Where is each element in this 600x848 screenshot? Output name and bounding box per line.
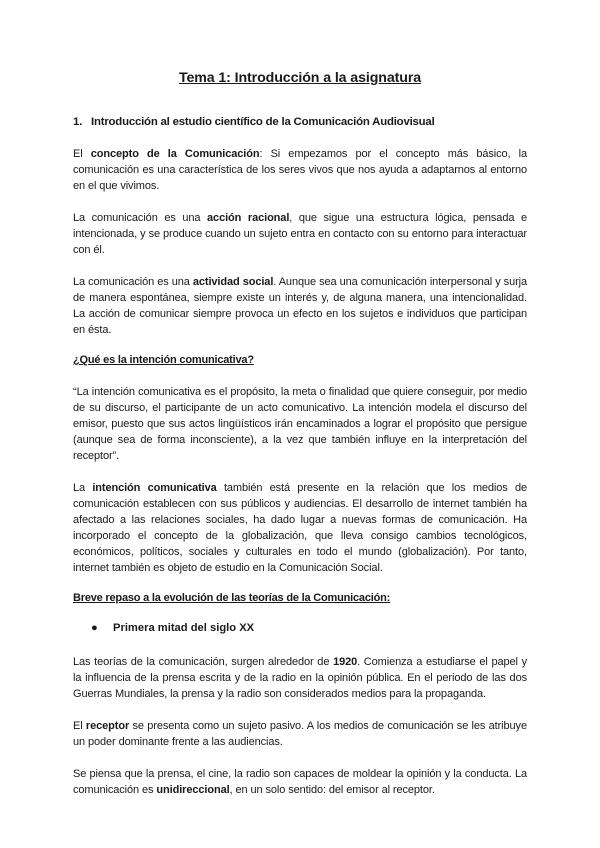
page-title: Tema 1: Introducción a la asignatura: [178, 70, 422, 86]
paragraph-actividad-social: [73, 274, 527, 338]
text: también está presente en la relación que los medios de comunicación establecen con sus públicos y audiencias. El desarrollo de internet también ha afectado a las relaciones sociales, ha dado lugar a nuevas formas de comunicación. Ha incorporado el concepto de la globalización, que lleva consigo cambios tecnológicos, económicos, políticos, sociales y culturales en todo el mundo (globalización). Por tanto, internet también es objeto de estudio en la Comunicación Social.: [73, 482, 527, 574]
paragraph-concepto: [73, 146, 527, 194]
subheading-intencion: ¿Qué es la intención comunicativa?: [73, 354, 254, 366]
bold-term: receptor: [85, 720, 130, 732]
bold-term: concepto de la Comunicación: [90, 148, 260, 160]
paragraph-receptor: [73, 718, 527, 750]
text: Se piensa que la prensa, el cine, la radio son capaces de moldear la opinión y la conducta. La comunicación es: [73, 768, 527, 796]
document-page: [73, 70, 527, 814]
text: . Comienza a estudiarse el papel y la influencia de la prensa escrita y de la radio en la opinión pública. En el periodo de las dos Guerras Mundiales, la prensa y la radio son considerados medios para la propaganda.: [73, 656, 527, 700]
text: El: [73, 720, 86, 732]
paragraph-quote: “La intención comunicativa es el propósito, la meta o finalidad que quiere conseguir, por medio de su discurso, el participante de un acto comunicativo. La intención modela el discurso del emisor, puesto que sus actos lingüísticos irán encaminados a lograr el propósito que persigue (aunque sea de forma inconsciente), a la vez que también influye en la interpretación del receptor”.: [73, 386, 527, 462]
text: se presenta como un sujeto pasivo. A los medios de comunicación se les atribuye un poder dominante frente a las audiencias.: [73, 720, 527, 748]
text: Las teorías de la comunicación, surgen alrededor de: [73, 656, 334, 668]
paragraph-intencion-comunicativa: [73, 480, 527, 576]
text: , en un solo sentido: del emisor al receptor.: [229, 784, 435, 796]
text: : Si empezamos por el concepto más básico, la comunicación es una característica de los seres vivos que nos ayuda a adaptarnos al entorno en el que vivimos.: [73, 148, 527, 192]
bold-term: intención comunicativa: [92, 482, 217, 494]
text: , que sigue una estructura lógica, pensada e intencionada, y se produce cuando un sujeto entra en contacto con su entorno para interactuar con él.: [73, 212, 527, 256]
text: La comunicación es una: [73, 276, 193, 288]
subheading-evolucion: Breve repaso a la evolución de las teorías de la Comunicación:: [73, 592, 391, 604]
paragraph-unidireccional: [73, 766, 527, 798]
bold-term: acción racional: [207, 212, 290, 224]
text: La: [73, 482, 93, 494]
paragraph-teorias: [73, 654, 527, 702]
bold-term: 1920: [333, 656, 358, 668]
bullet-text: Primera mitad del siglo XX: [113, 622, 255, 634]
bullet-item: [73, 622, 527, 634]
paragraph-accion-racional: [73, 210, 527, 258]
bold-term: actividad social: [192, 276, 274, 288]
text: . Aunque sea una comunicación interpersonal y surja de manera espontánea, siempre existe un interés y, de alguna manera, una intencionalidad. La acción de comunicar siempre provoca un efecto en los sujetos e individuos que participan en ésta.: [73, 276, 528, 336]
text: El: [73, 148, 91, 160]
section-number: 1.: [73, 116, 83, 128]
bullet-icon: ●: [91, 622, 98, 634]
section-heading-text: Introducción al estudio científico de la Comunicación Audiovisual: [91, 116, 435, 128]
text: La comunicación es una: [73, 212, 208, 224]
section-heading-1: [73, 116, 527, 128]
bold-term: unidireccional: [156, 784, 230, 796]
